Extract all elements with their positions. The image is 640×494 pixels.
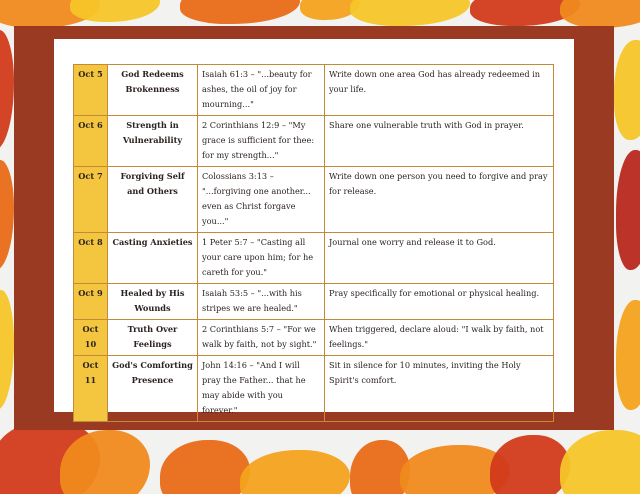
plan-sheet — [54, 39, 574, 415]
table-row — [74, 233, 554, 284]
scripture-cell: 1 Peter 5:7 – "Casting all your care upon him; for he careth for you." — [198, 233, 325, 284]
date-cell: Oct 5 — [74, 65, 108, 116]
theme-cell: Forgiving Self and Others — [108, 167, 198, 233]
scripture-cell: 2 Corinthians 5:7 – "For we walk by faith, not by sight." — [198, 320, 325, 356]
scripture-cell: 2 Corinthians 12:9 – "My grace is sufficient for thee: for my strength..." — [198, 116, 325, 167]
leaf-decoration — [616, 150, 640, 270]
date-cell: Oct 6 — [74, 116, 108, 167]
table-row — [74, 356, 554, 422]
leaf-decoration — [616, 300, 640, 410]
action-cell: When triggered, declare aloud: "I walk by faith, not feelings." — [325, 320, 554, 356]
theme-cell: Truth Over Feelings — [108, 320, 198, 356]
theme-cell: Strength in Vulnerability — [108, 116, 198, 167]
scripture-cell: Isaiah 53:5 – "...with his stripes we are healed." — [198, 284, 325, 320]
devotional-plan-table — [73, 64, 554, 422]
leaf-decoration — [240, 450, 350, 494]
table-row — [74, 320, 554, 356]
action-cell: Sit in silence for 10 minutes, inviting the Holy Spirit's comfort. — [325, 356, 554, 422]
theme-cell: Healed by His Wounds — [108, 284, 198, 320]
date-cell: Oct 7 — [74, 167, 108, 233]
action-cell: Write down one person you need to forgive and pray for release. — [325, 167, 554, 233]
table-row — [74, 65, 554, 116]
leaf-decoration — [560, 430, 640, 494]
frame-border — [14, 26, 614, 430]
date-cell: Oct 9 — [74, 284, 108, 320]
date-cell: Oct 11 — [74, 356, 108, 422]
leaf-decoration — [0, 30, 14, 150]
theme-cell: God Redeems Brokenness — [108, 65, 198, 116]
table-row — [74, 284, 554, 320]
theme-cell: God's Comforting Presence — [108, 356, 198, 422]
scripture-cell: Colossians 3:13 – "...forgiving one another... even as Christ forgave you..." — [198, 167, 325, 233]
leaf-decoration — [560, 0, 640, 28]
scripture-cell: Isaiah 61:3 – "...beauty for ashes, the oil of joy for mourning..." — [198, 65, 325, 116]
leaf-decoration — [0, 160, 14, 270]
action-cell: Write down one area God has already redeemed in your life. — [325, 65, 554, 116]
action-cell: Share one vulnerable truth with God in prayer. — [325, 116, 554, 167]
leaf-decoration — [0, 290, 14, 410]
leaf-decoration — [350, 0, 470, 26]
leaf-decoration — [614, 40, 640, 140]
leaf-decoration — [180, 0, 300, 24]
table-row — [74, 167, 554, 233]
scripture-cell: John 14:16 – "And I will pray the Father... that he may abide with you forever." — [198, 356, 325, 422]
theme-cell: Casting Anxieties — [108, 233, 198, 284]
date-cell: Oct 8 — [74, 233, 108, 284]
leaf-decoration — [490, 435, 570, 494]
table-row — [74, 116, 554, 167]
date-cell: Oct 10 — [74, 320, 108, 356]
action-cell: Pray specifically for emotional or physical healing. — [325, 284, 554, 320]
leaf-decoration — [160, 440, 250, 494]
action-cell: Journal one worry and release it to God. — [325, 233, 554, 284]
leaf-decoration — [70, 0, 160, 22]
